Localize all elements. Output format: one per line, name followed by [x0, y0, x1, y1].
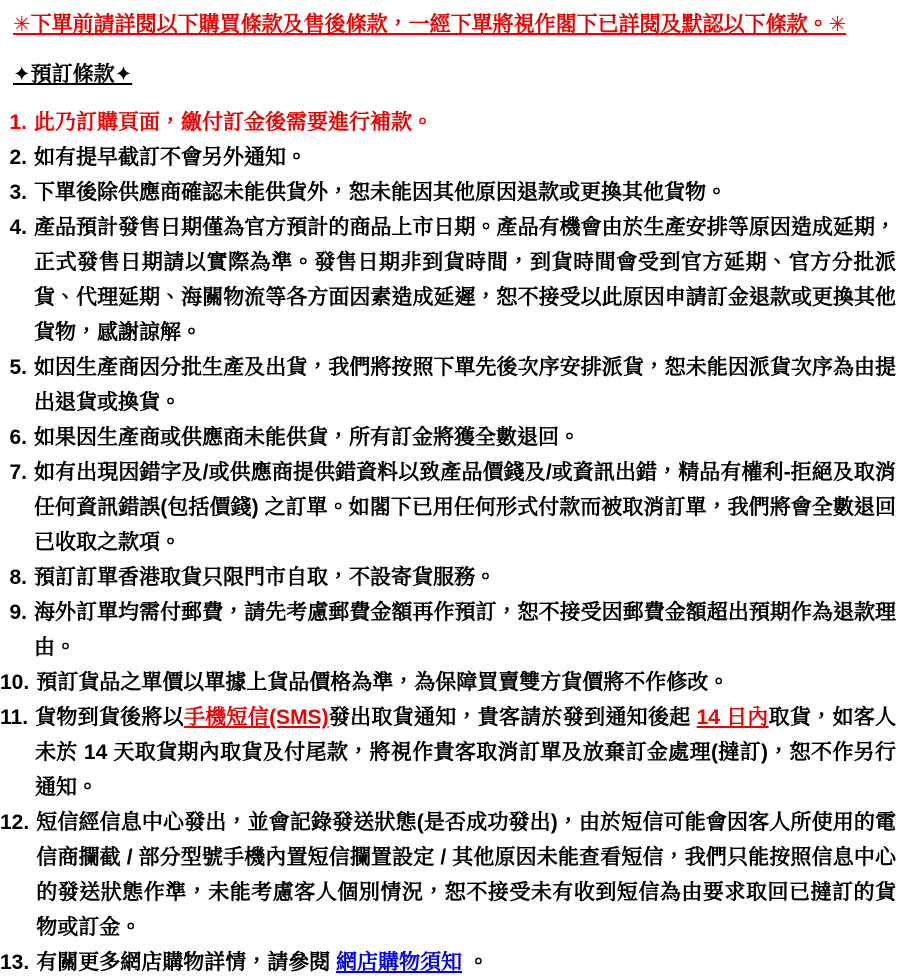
section-title-preorder-terms: ✦預訂條款✦ — [13, 63, 133, 86]
term-item — [0, 210, 896, 350]
term-text — [34, 595, 896, 665]
term-item — [0, 665, 896, 700]
term-number: 11. — [0, 706, 29, 729]
term-number: 12. — [0, 811, 30, 834]
text-segment: 如因生產商因分批生產及出貨，我們將按照下單先後次序安排派貨，恕未能因派貨次序為由提出退貨或換貨。 — [34, 356, 896, 414]
term-number: 9. — [9, 601, 27, 624]
text-segment: 如有提早截訂不會另外通知。 — [34, 146, 307, 169]
term-number: 13. — [0, 951, 30, 974]
term-item — [0, 700, 896, 805]
term-text — [36, 945, 896, 980]
term-text — [34, 350, 896, 420]
term-item — [0, 350, 896, 420]
term-number: 2. — [9, 146, 27, 169]
term-item — [0, 945, 896, 980]
text-segment: 預訂訂單香港取貨只限門市自取，不設寄貨服務。 — [34, 566, 496, 589]
term-text — [34, 105, 896, 140]
term-text — [34, 560, 896, 595]
text-segment: 此乃訂購頁面，繳付訂金後需要進行補款。 — [34, 111, 433, 134]
term-item — [0, 560, 896, 595]
purchase-notice-banner: ✳下單前請詳閱以下購買條款及售後條款，一經下單將視作閣下已詳閱及默認以下條款。✳ — [13, 13, 847, 36]
text-segment: 如果因生產商或供應商未能供貨，所有訂金將獲全數退回。 — [34, 426, 580, 449]
term-text — [34, 140, 896, 175]
text-segment: 有關更多網店購物詳情，請參閱 — [36, 951, 337, 974]
text-segment: 。 — [462, 951, 489, 974]
term-item — [0, 805, 896, 945]
term-text — [34, 455, 896, 560]
term-text — [36, 665, 896, 700]
shop-guide-link[interactable]: 網店購物須知 — [336, 951, 463, 974]
term-text — [34, 175, 896, 210]
term-number: 4. — [9, 216, 27, 239]
term-item — [0, 140, 896, 175]
term-text — [34, 420, 896, 455]
term-number: 10. — [0, 671, 30, 694]
text-segment: 產品預計發售日期僅為官方預計的商品上市日期。產品有機會由於生產安排等原因造成延期，正式發售日期請以實際為準。發售日期非到貨時間，到貨時間會受到官方延期、官方分批派貨、代理延期、海關物流等各方面因素造成延遲，恕不接受以此原因申請訂金退款或更換其他貨物，感謝諒解。 — [34, 216, 896, 344]
term-number: 1. — [9, 111, 27, 134]
term-number: 8. — [9, 566, 27, 589]
text-segment: 發出取貨通知，貴客請於發到通知後起 — [328, 706, 697, 729]
term-number: 7. — [9, 461, 27, 484]
term-item — [0, 420, 896, 455]
text-segment: 貨物到貨後將以 — [35, 706, 184, 729]
term-number: 3. — [9, 181, 27, 204]
text-segment: 短信經信息中心發出，並會記錄發送狀態(是否成功發出)，由於短信可能會因客人所使用的電信商攔截 / 部分型號手機內置短信攔置設定 / 其他原因未能查看短信，我們只能按照信息中心的發送狀態作準，未能考慮客人個別情況，恕不接受未有收到短信為由要求取回已撻訂的貨物或訂金。 — [36, 811, 896, 939]
term-number: 5. — [9, 356, 27, 379]
text-segment: 取貨，如客人未於 14 天取貨期內取貨及付尾款，將視作貴客取消訂單及放棄訂金處理(撻訂)，恕不作另行通知。 — [35, 706, 896, 799]
text-segment: 如有出現因錯字及/或供應商提供錯資料以致產品價錢及/或資訊出錯，精品有權利-拒絕及取消任何資訊錯誤(包括價錢) 之訂單。如閣下已用任何形式付款而被取消訂單，我們將會全數退回已收取之款項。 — [34, 461, 896, 554]
term-item — [0, 175, 896, 210]
term-text — [36, 805, 896, 945]
term-item — [0, 455, 896, 560]
text-segment: 海外訂單均需付郵費，請先考慮郵費金額再作預訂，恕不接受因郵費金額超出預期作為退款理由。 — [34, 601, 896, 659]
term-item — [0, 595, 896, 665]
term-text — [35, 700, 896, 805]
text-segment: 下單後除供應商確認未能供貨外，恕未能因其他原因退款或更換其他貨物。 — [34, 181, 727, 204]
term-item — [0, 105, 896, 140]
highlighted-text: 14 日內 — [696, 706, 769, 729]
terms-list — [0, 105, 913, 980]
term-text — [34, 210, 896, 350]
text-segment: 預訂貨品之單價以單據上貨品價格為準，為保障買賣雙方貨價將不作修改。 — [36, 671, 730, 694]
highlighted-text: 手機短信(SMS) — [183, 706, 329, 729]
term-number: 6. — [9, 426, 27, 449]
